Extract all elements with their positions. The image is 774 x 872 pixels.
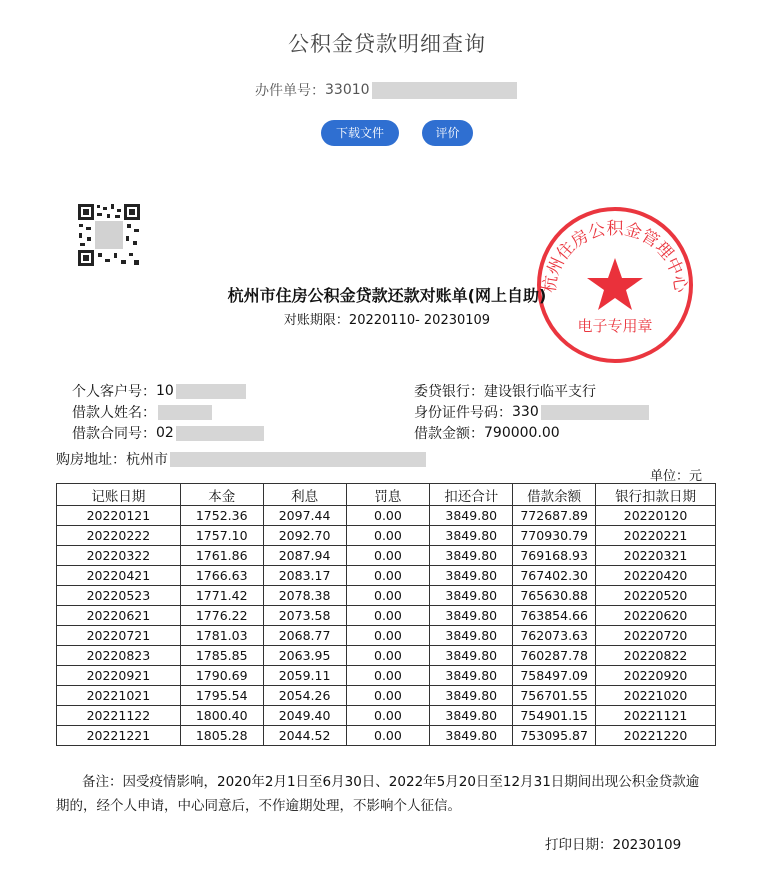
table-cell: 1752.36 [180,506,263,526]
table-cell: 0.00 [346,646,430,666]
table-cell: 2054.26 [263,686,346,706]
table-cell: 754901.15 [513,706,596,726]
table-cell: 20220322 [57,546,181,566]
rate-button[interactable]: 评价 [422,120,473,146]
table-row [57,666,716,686]
table-cell: 20220620 [596,606,716,626]
table-cell: 20220920 [596,666,716,686]
table-cell: 1781.03 [180,626,263,646]
table-cell: 1790.69 [180,666,263,686]
table-cell: 1757.10 [180,526,263,546]
column-header: 银行扣款日期 [596,484,716,506]
table-cell: 20221121 [596,706,716,726]
redacted-block [372,82,517,99]
table-row [57,626,716,646]
remark-note: 备注：因受疫情影响，2020年2月1日至6月30日、2022年5月20日至12月31日期间出现公积金贷款逾期的，经个人申请，中心同意后，不作逾期处理，不影响个人征信。 [56,774,700,814]
borrower-name: 借款人姓名： [72,402,212,422]
table-cell: 20220822 [596,646,716,666]
table-cell: 2049.40 [263,706,346,726]
table-cell: 20221122 [57,706,181,726]
table-cell: 20220823 [57,646,181,666]
table-cell: 20220321 [596,546,716,566]
table-cell: 2078.38 [263,586,346,606]
table-cell: 20220621 [57,606,181,626]
table-cell: 2059.11 [263,666,346,686]
qr-code [77,203,141,267]
table-cell: 1771.42 [180,586,263,606]
table-cell: 0.00 [346,566,430,586]
case-number-value: 33010 [325,82,370,98]
table-row [57,566,716,586]
statement-title: 杭州市住房公积金贷款还款对账单(网上自助) [227,286,547,305]
table-cell: 20220520 [596,586,716,606]
table-cell: 3849.80 [430,646,513,666]
table-cell: 3849.80 [430,606,513,626]
table-header-row [57,484,716,506]
column-header: 扣还合计 [430,484,513,506]
table-cell: 20220421 [57,566,181,586]
download-file-button[interactable]: 下载文件 [321,120,399,146]
unit-label: 单位：元 [650,469,703,484]
table-cell: 0.00 [346,506,430,526]
table-cell: 756701.55 [513,686,596,706]
page-title: 公积金贷款明细查询 [288,32,486,56]
table-cell: 1795.54 [180,686,263,706]
table-cell: 758497.09 [513,666,596,686]
table-cell: 3849.80 [430,566,513,586]
table-cell: 2087.94 [263,546,346,566]
table-row [57,606,716,626]
table-cell: 0.00 [346,606,430,626]
column-header: 借款余额 [513,484,596,506]
table-cell: 2073.58 [263,606,346,626]
table-cell: 0.00 [346,686,430,706]
table-cell: 0.00 [346,706,430,726]
table-cell: 20220120 [596,506,716,526]
table-cell: 20221221 [57,726,181,746]
table-row [57,706,716,726]
table-cell: 2083.17 [263,566,346,586]
redacted-block [176,384,246,399]
table-cell: 1776.22 [180,606,263,626]
table-cell: 20220523 [57,586,181,606]
table-cell: 763854.66 [513,606,596,626]
id-number: 身份证件号码： 330 [414,402,649,422]
redacted-block [176,426,264,441]
lending-bank: 委贷银行： 建设银行临平支行 [414,384,596,400]
contract-number: 借款合同号： 02 [72,423,264,443]
table-cell: 769168.93 [513,546,596,566]
table-cell: 767402.30 [513,566,596,586]
customer-number: 个人客户号： 10 [72,381,246,401]
table-cell: 0.00 [346,726,430,746]
purchase-address: 购房地址： 杭州市 [56,449,426,469]
table-cell: 753095.87 [513,726,596,746]
table-row [57,506,716,526]
table-cell: 0.00 [346,666,430,686]
table-cell: 765630.88 [513,586,596,606]
table-row [57,586,716,606]
case-number-row [255,80,517,100]
column-header: 利息 [263,484,346,506]
redacted-block [158,405,212,420]
table-row [57,726,716,746]
table-cell: 3849.80 [430,506,513,526]
table-cell: 0.00 [346,526,430,546]
table-row [57,526,716,546]
table-cell: 2092.70 [263,526,346,546]
table-cell: 2063.95 [263,646,346,666]
redacted-block [170,452,426,467]
table-cell: 3849.80 [430,626,513,646]
table-row [57,686,716,706]
redacted-block [541,405,649,420]
table-row [57,546,716,566]
table-cell: 1761.86 [180,546,263,566]
table-cell: 0.00 [346,586,430,606]
table-cell: 3849.80 [430,686,513,706]
seal-bottom-text: 电子专用章 [577,317,653,335]
table-cell: 3849.80 [430,586,513,606]
table-cell: 1766.63 [180,566,263,586]
table-cell: 20220420 [596,566,716,586]
table-cell: 2044.52 [263,726,346,746]
table-cell: 20221020 [596,686,716,706]
table-cell: 3849.80 [430,526,513,546]
table-cell: 3849.80 [430,666,513,686]
table-cell: 1805.28 [180,726,263,746]
table-cell: 760287.78 [513,646,596,666]
table-cell: 20220720 [596,626,716,646]
repayment-table [56,483,716,746]
print-date: 打印日期：20230109 [545,837,682,853]
column-header: 本金 [180,484,263,506]
table-cell: 20220921 [57,666,181,686]
table-cell: 770930.79 [513,526,596,546]
column-header: 罚息 [346,484,430,506]
table-cell: 20220221 [596,526,716,546]
case-number-label: 办件单号： [255,83,325,99]
table-cell: 20220222 [57,526,181,546]
table-cell: 772687.89 [513,506,596,526]
table-cell: 20221021 [57,686,181,706]
table-cell: 20220121 [57,506,181,526]
table-cell: 1785.85 [180,646,263,666]
seal-ring-text: 杭州住房公积金管理中心 [539,218,691,294]
table-cell: 1800.40 [180,706,263,726]
table-cell: 3849.80 [430,726,513,746]
table-cell: 0.00 [346,546,430,566]
table-cell: 0.00 [346,626,430,646]
table-cell: 2068.77 [263,626,346,646]
table-cell: 3849.80 [430,706,513,726]
loan-amount: 借款金额： 790000.00 [414,425,560,442]
table-cell: 20221220 [596,726,716,746]
table-cell: 762073.63 [513,626,596,646]
statement-period: 对账期限：20220110- 20230109 [283,313,491,328]
table-cell: 3849.80 [430,546,513,566]
column-header: 记账日期 [57,484,181,506]
table-row [57,646,716,666]
table-cell: 2097.44 [263,506,346,526]
table-cell: 20220721 [57,626,181,646]
